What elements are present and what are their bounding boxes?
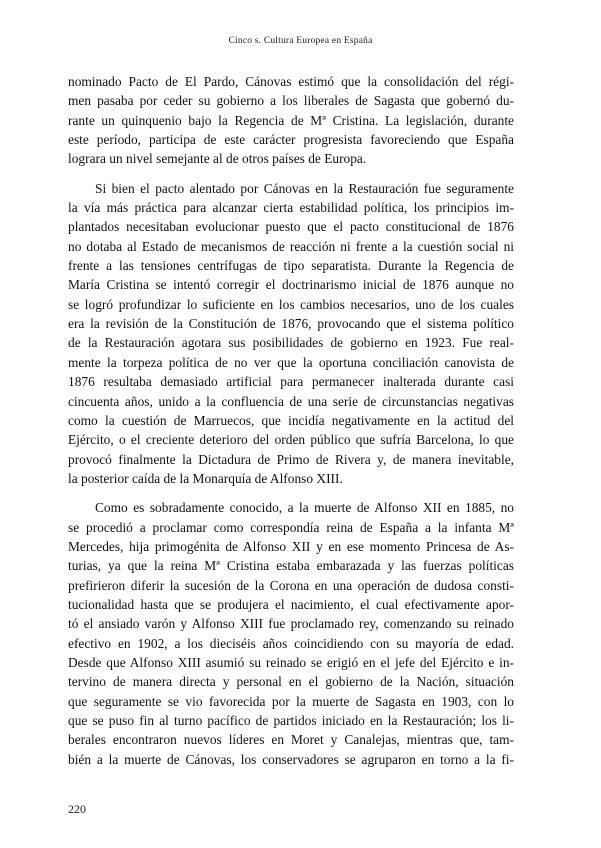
text-line: de la Restauración agotara sus posibilidades de gobierno en 1923. Fue real-: [68, 335, 514, 351]
text-line: Mercedes, hija primogénita de Alfonso XII y en ese momento Princesa de As-: [68, 538, 514, 554]
paragraph-2: [68, 179, 514, 489]
text-line: Si bien el pacto alentado por Cánovas en la Restauración fue seguramente: [95, 180, 514, 196]
text-line: provocó finalmente la Dictadura de Primo de Rivera y, de manera inevitable,: [68, 451, 514, 467]
text-line: lograra un nivel semejante al de otros países de Europa.: [68, 151, 367, 167]
text-line: tervino de manera directa y personal en el gobierno de la Nación, situación: [68, 674, 514, 690]
text-line: se procedió a proclamar como correspondía reina de España a la infanta Mª: [68, 519, 514, 535]
text-line: no dotaba al Estado de mecanismos de reacción ni frente a la cuestión social ni: [68, 238, 514, 254]
text-line: plantados necesitaban evolucionar puesto que el pacto constitucional de 1876: [68, 219, 514, 235]
text-line: que se puso fin al turno pacífico de partidos iniciado en la Restauración; los li-: [68, 713, 514, 728]
text-line: 1876 resultaba demasiado artificial para permanecer inalterada durante casi: [68, 374, 514, 390]
text-line: prefirieron diferir la sucesión de la Corona en una operación de dudosa consti-: [68, 577, 514, 593]
text-line: bién a la muerte de Cánovas, los conservadores se agruparon en torno a la fi-: [68, 751, 514, 767]
text-line: mente la torpeza política de no ver que la oportuna conciliación canovista de: [68, 354, 514, 370]
text-line: berales encontraron nuevos líderes en Moret y Canalejas, mientras que, tam-: [68, 732, 514, 748]
text-line: cincuenta años, unido a la confluencia de una serie de circunstancias negativas: [68, 393, 514, 409]
text-line: turias, ya que la reina Mª Cristina estaba embarazada y las fuerzas políticas: [68, 558, 514, 574]
text-line: era la revisión de la Constitución de 1876, provocando que el sistema político: [68, 316, 514, 332]
text-line: frente a las tensiones centrífugas de tipo separatista. Durante la Regencia de: [68, 258, 514, 274]
running-header: Cinco s. Cultura Europea en España: [228, 36, 373, 46]
text-line: María Cristina se intentó corregir el doctrinarismo inicial de 1876 aunque no: [68, 277, 514, 293]
page-number: 220: [68, 802, 86, 816]
text-line: Como es sobradamente conocido, a la muerte de Alfonso XII en 1885, no: [95, 500, 514, 516]
text-line: tó el ansiado varón y Alfonso XIII fue proclamado rey, comenzando su reinado: [68, 616, 514, 632]
text-line: efectivo en 1902, a los dieciséis años coincidiendo con su mayoría de edad.: [68, 635, 514, 651]
text-line: este período, participa de este carácter progresista favoreciendo que España: [68, 132, 514, 148]
text-line: la vía más práctica para alcanzar cierta estabilidad política, los principios im-: [68, 200, 514, 216]
text-line: Ejército, o el creciente deterioro del orden público que sufría Barcelona, lo que: [68, 432, 514, 448]
paragraph-1: [68, 72, 514, 169]
text-line: la posterior caída de la Monarquía de Alfonso XIII.: [68, 470, 343, 486]
text-line: Desde que Alfonso XIII asumió su reinado se erigió en el jefe del Ejército e in-: [68, 654, 514, 670]
text-line: se logró profundizar lo suficiente en los cambios necesarios, uno de los cuales: [68, 296, 514, 312]
text-line: que seguramente se vio favorecida por la muerte de Sagasta en 1903, con lo: [68, 693, 514, 709]
text-line: rante un quinquenio bajo la Regencia de Mª Cristina. La legislación, durante: [68, 112, 514, 128]
text-line: nominado Pacto de El Pardo, Cánovas estimó que la consolidación del régi-: [68, 74, 514, 89]
body-text: [68, 72, 514, 779]
text-line: men pasaba por ceder su gobierno a los liberales de Sagasta que gobernó du-: [68, 93, 514, 109]
text-line: como la cuestión de Marruecos, que incidía negativamente en la actitud del: [68, 412, 514, 428]
text-line: tucionalidad hasta que se produjera el nacimiento, el cual efectivamente apor-: [68, 596, 514, 612]
paragraph-3: [68, 498, 514, 769]
